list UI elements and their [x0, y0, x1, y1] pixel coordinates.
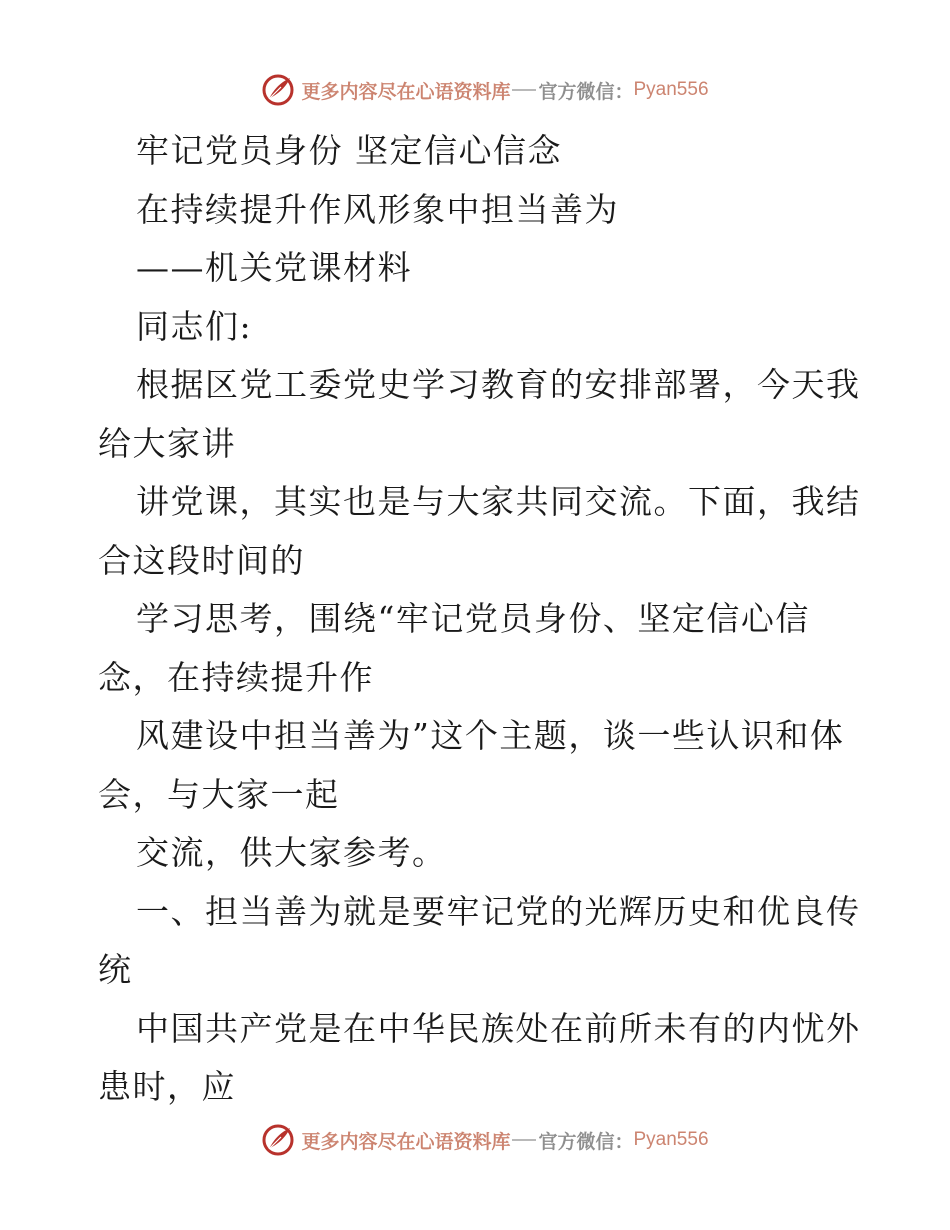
- text-line: 同志们:: [136, 306, 253, 346]
- text-line: 一、担当善为就是要牢记党的光辉历史和优良传: [136, 891, 861, 931]
- text-line: 在持续提升作风形象中担当善为: [136, 189, 619, 229]
- text-line: 学习思考，围绕“牢记党员身份、坚定信心信: [136, 599, 810, 638]
- text-line: 患时，应: [98, 1067, 236, 1106]
- footer-watermark: [0, 1120, 950, 1160]
- watermark-official-label: 官方微信：: [538, 80, 634, 103]
- document-body: [98, 122, 861, 1117]
- watermark-wechat-id: Pyan556: [633, 1129, 709, 1150]
- text-line: 合这段时间的: [98, 540, 305, 580]
- feather-pen-circle-icon: [261, 1123, 295, 1157]
- text-line: 统: [98, 950, 133, 989]
- text-line: 会，与大家一起: [98, 774, 340, 814]
- watermark-inner: [261, 1123, 708, 1157]
- text-line: 中国共产党是在中华民族处在前所未有的内忧外: [136, 1008, 861, 1048]
- text-line: 交流，供大家参考。: [136, 833, 447, 872]
- header-watermark: [0, 70, 950, 110]
- text-line: ——机关党课材料: [136, 248, 412, 287]
- watermark-brand: 更多内容尽在心语资料库: [301, 80, 511, 103]
- watermark-dash: [512, 1139, 536, 1141]
- watermark-brand: 更多内容尽在心语资料库: [301, 1130, 511, 1153]
- feather-pen-circle-icon: [261, 73, 295, 107]
- text-line: 风建设中担当善为”这个主题，谈一些认识和体: [136, 716, 845, 755]
- text-line: 根据区党工委党史学习教育的安排部署，今天我: [136, 365, 861, 404]
- text-line: 念，在持续提升作: [98, 657, 374, 697]
- watermark-wechat-id: Pyan556: [633, 79, 709, 100]
- watermark-official-label: 官方微信：: [538, 1130, 634, 1153]
- watermark-inner: [261, 73, 708, 107]
- text-line: 给大家讲: [98, 423, 236, 463]
- text-line: 讲党课，其实也是与大家共同交流。下面，我结: [136, 482, 861, 521]
- watermark-dash: [512, 89, 536, 91]
- text-line: 牢记党员身份 坚定信心信念: [136, 131, 562, 170]
